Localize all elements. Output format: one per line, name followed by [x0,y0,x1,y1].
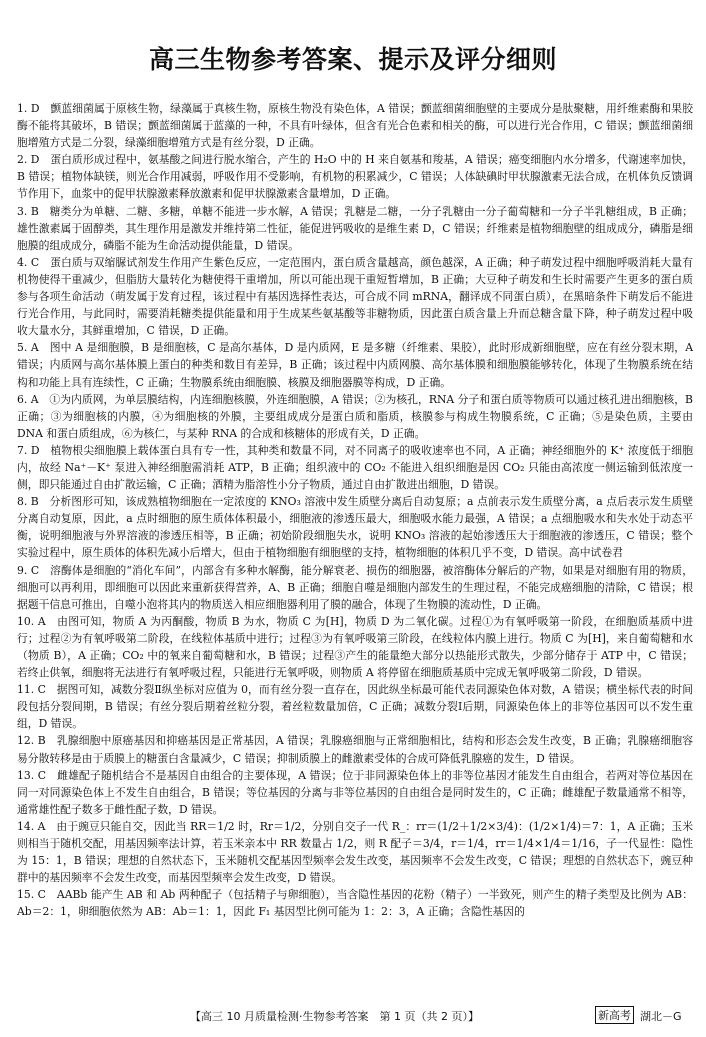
answer-item-4: 4. C 蛋白质与双缩脲试剂发生作用产生紫色反应，一定范围内，蛋白质含量越高，颜色越深，A 正确；种子萌发过程中细胞呼吸消耗大量有机物使得干重减少，但脂肪大量转化为糖使得干重增加，所以可能出现干重短暂增加，B 正确；大豆种子萌发和生长时需要产生更多的蛋白质参与各项生命活动（萌发属于发育过程，该过程中有基因选择性表达，可合成不同 mRNA，翻译成不同蛋白质），在黑暗条件下萌发后不能进行光合作用，与此同时，需要消耗糖类提供能量和用于生成某些氨基酸等非糖物质，因此蛋白质含量上升而总糖含量下降，种子萌发过程中吸收大量水分，其鲜重增加，C 错误，D 正确。 [17,255,693,338]
answer-item-10: 10. A 由图可知，物质 A 为丙酮酸，物质 B 为水，物质 C 为[H]，物质 D 为二氧化碳。过程①为有氧呼吸第一阶段，在细胞质基质中进行；过程②为有氧呼吸第二阶段，在线粒体基质中进行；过程③为有氧呼吸第三阶段，在线粒体内膜上进行。物质 C 为[H]，来自葡萄糖和水（物质 B），A 正确；CO₂ 中的氧来自葡萄糖和水，B 错误；过程③产生的能量绝大部分以热能形式散失，少部分储存于 ATP 中，C 错误；若终止供氧，细胞将无法进行有氧呼吸过程，只能进行无氧呼吸，则物质 A 将停留在细胞质基质中完成无氧呼吸第二阶段，D 错误。 [17,614,693,680]
answer-item-15: 15. C AABb 能产生 AB 和 Ab 两种配子（包括精子与卵细胞），当含隐性基因的花粉（精子）一半致死，则产生的精子类型及比例为 AB：Ab＝2：1，卵细胞依然为 AB：Ab＝1：1，因此 F₁ 基因型比例可能为 1：2：3，A 正确；含隐性基因的 [17,888,693,919]
answer-item-9: 9. C 溶酶体是细胞的“消化车间”，内部含有多种水解酶，能分解衰老、损伤的细胞器，被溶酶体分解后的产物，如果是对细胞有用的物质，细胞可以再利用，即细胞可以因此来重新获得营养，A、B 正确；细胞自噬是细胞内部发生的生理过程，不能完成癌细胞的清除，C 错误；根据题干信息可推出，自噬小泡将其内的物质送入相应细胞器利用了膜的融合，体现了生物膜的流动性，D 正确。 [17,563,693,611]
footer-badge: 新高考 [595,1006,634,1024]
page-title: 高三生物参考答案、提示及评分细则 [148,45,557,74]
answer-item-6: 6. A ①为内质网，为单层膜结构，内连细胞核膜，外连细胞膜，A 错误；②为核孔，RNA 分子和蛋白质等物质可以通过核孔进出细胞核，B 正确；③为细胞核的内膜，④为细胞核的外膜，主要组成成分是蛋白质和脂质，核膜参与构成生物膜系统，C 正确；⑤是染色质，主要由 DNA 和蛋白质组成，⑥为核仁，与某种 RNA 的合成和核糖体的形成有关，D 正确。 [17,392,693,440]
answer-item-13: 13. C 雌雄配子随机结合不是基因自由组合的主要体现，A 错误；位于非同源染色体上的非等位基因才能发生自由组合，若两对等位基因在同一对同源染色体上不发生自由组合，B 错误；等位基因的分离与非等位基因的自由组合是同时发生的，C 正确；雌雄配子数量通常不相等，通常雄性配子数多于雌性配子数，D 错误。 [17,768,693,816]
answer-item-5: 5. A 图中 A 是细胞膜，B 是细胞核，C 是高尔基体，D 是内质网，E 是多糖（纤维素、果胶），此时形成新细胞壁，应在有丝分裂末期，A 错误；内质网与高尔基体膜上蛋白的种类和数目有差异，B 正确；该过程中内质网膜、高尔基体膜和细胞膜能够转化，体现了生物膜系统在结构和功能上具有连续性，C 正确；生物膜系统由细胞膜、核膜及细胞器膜等构成，D 正确。 [17,341,693,389]
answer-item-1: 1. D 颤蓝细菌属于原核生物，绿藻属于真核生物，原核生物没有染色体，A 错误；颤蓝细菌细胞壁的主要成分是肽聚糖，用纤维素酶和果胶酶不能将其破坏，B 错误；颤蓝细菌属于蓝藻的一种，不具有叶绿体，但含有光合色素和相关的酶，可以进行光合作用，C 错误；颤蓝细菌细胞增殖方式是二分裂，绿藻细胞增殖方式是有丝分裂，D 正确。 [17,102,693,150]
answer-item-8: 8. B 分析图形可知，该成熟植物细胞在一定浓度的 KNO₃ 溶液中发生质壁分离后自动复原；a 点前表示发生质壁分离，a 点后表示发生质壁分离自动复原，因此，a 点时细胞的原生质体体积最小，细胞液的渗透压最大，细胞吸水能力最强，A 错误；a 点细胞吸水和失水处于动态平衡，说明细胞液与外界溶液的渗透压相等，B 正确；初始阶段细胞失水，说明 KNO₃ 溶液的起始渗透压大于细胞液的渗透压，C 错误；整个实验过程中，原生质体的体积先减小后增大，但由于植物细胞有细胞壁的支持，植物细胞的体积几乎不变，D 错误。高中试卷君 [17,495,693,560]
answer-item-2: 2. D 蛋白质形成过程中，氨基酸之间进行脱水缩合，产生的 H₂O 中的 H 来自氨基和羧基，A 错误；癌变细胞内水分增多，代谢速率加快，B 错误；植物体缺镁，则光合作用减弱，呼吸作用不受影响，有机物的积累减少，C 错误；人体缺碘时甲状腺激素无法合成，在机体负反馈调节作用下，血浆中的促甲状腺激素释放激素和促甲状腺激素含量增加，D 正确。 [17,153,693,201]
answer-item-11: 11. C 据图可知，减数分裂Ⅱ纵坐标对应值为 0，而有丝分裂一直存在，因此纵坐标最可能代表同源染色体对数，A 错误；横坐标代表的时间段包括分裂间期，B 错误；有丝分裂后期着丝粒分裂，着丝粒数量加倍，C 正确；减数分裂Ⅰ后期，同源染色体上的非等位基因可以不发生重组，D 错误。 [17,683,693,731]
footer-page-info: 【高三 10 月质量检测·生物参考答案 第 1 页（共 2 页）】 [190,1010,479,1023]
answer-item-3: 3. B 糖类分为单糖、二糖、多糖，单糖不能进一步水解，A 错误；乳糖是二糖，一分子乳糖由一分子葡萄糖和一分子半乳糖组成，B 正确；雄性激素属于固醇类，其生理作用是激发并维持第二性征，能促进钙吸收的是维生素 D，C 错误；纤维素是植物细胞壁的组成成分，磷脂是细胞膜的组成成分，磷脂不能为生命活动提供能量，D 错误。 [17,204,693,252]
answer-item-12: 12. B 乳腺细胞中原癌基因和抑癌基因是正常基因，A 错误；乳腺癌细胞与正常细胞相比，结构和形态会发生改变，B 正确；乳腺癌细胞容易分散转移是由于质膜上的糖蛋白含量减少，C 错误；抑制质膜上的雌激素受体的合成可降低乳腺癌的发生，D 错误。 [17,734,693,765]
answer-list [17,100,693,921]
answer-item-7: 7. D 植物根尖细胞膜上载体蛋白具有专一性，其种类和数量不同，对不同离子的吸收速率也不同，A 正确；神经细胞外的 K⁺ 浓度低于细胞内，故经 Na⁺－K⁺ 泵进入神经细胞需消耗 ATP，B 正确；组织液中的 CO₂ 不能进入组织细胞是因 CO₂ 只能由高浓度一侧运输到低浓度一侧，即只能通过自由扩散运输，C 正确；酒精为脂溶性小分子物质，通过自由扩散进出细胞，D 错误。 [17,443,693,492]
answer-item-14: 14. A 由于豌豆只能自交，因此当 RR＝1/2 时，Rr＝1/2，分别自交子一代 R_：rr＝(1/2＋1/2×3/4)：(1/2×1/4)＝7：1，A 正确；玉米则相当于随机交配，用基因频率法计算，若玉米亲本中 RR 数量占 1/2，则 R 配子＝3/4，r＝1/4，rr＝1/4×1/4＝1/16，子一代显性：隐性为 15：1，B 错误；理想的自然状态下，玉米随机交配基因型频率会发生改变，基因频率不会发生改变，C 错误；理想的自然状态下，豌豆种群中的基因频率不会发生改变，而基因型频率会发生改变，D 错误。 [17,819,693,885]
footer-region: 湖北－G [640,1010,682,1023]
